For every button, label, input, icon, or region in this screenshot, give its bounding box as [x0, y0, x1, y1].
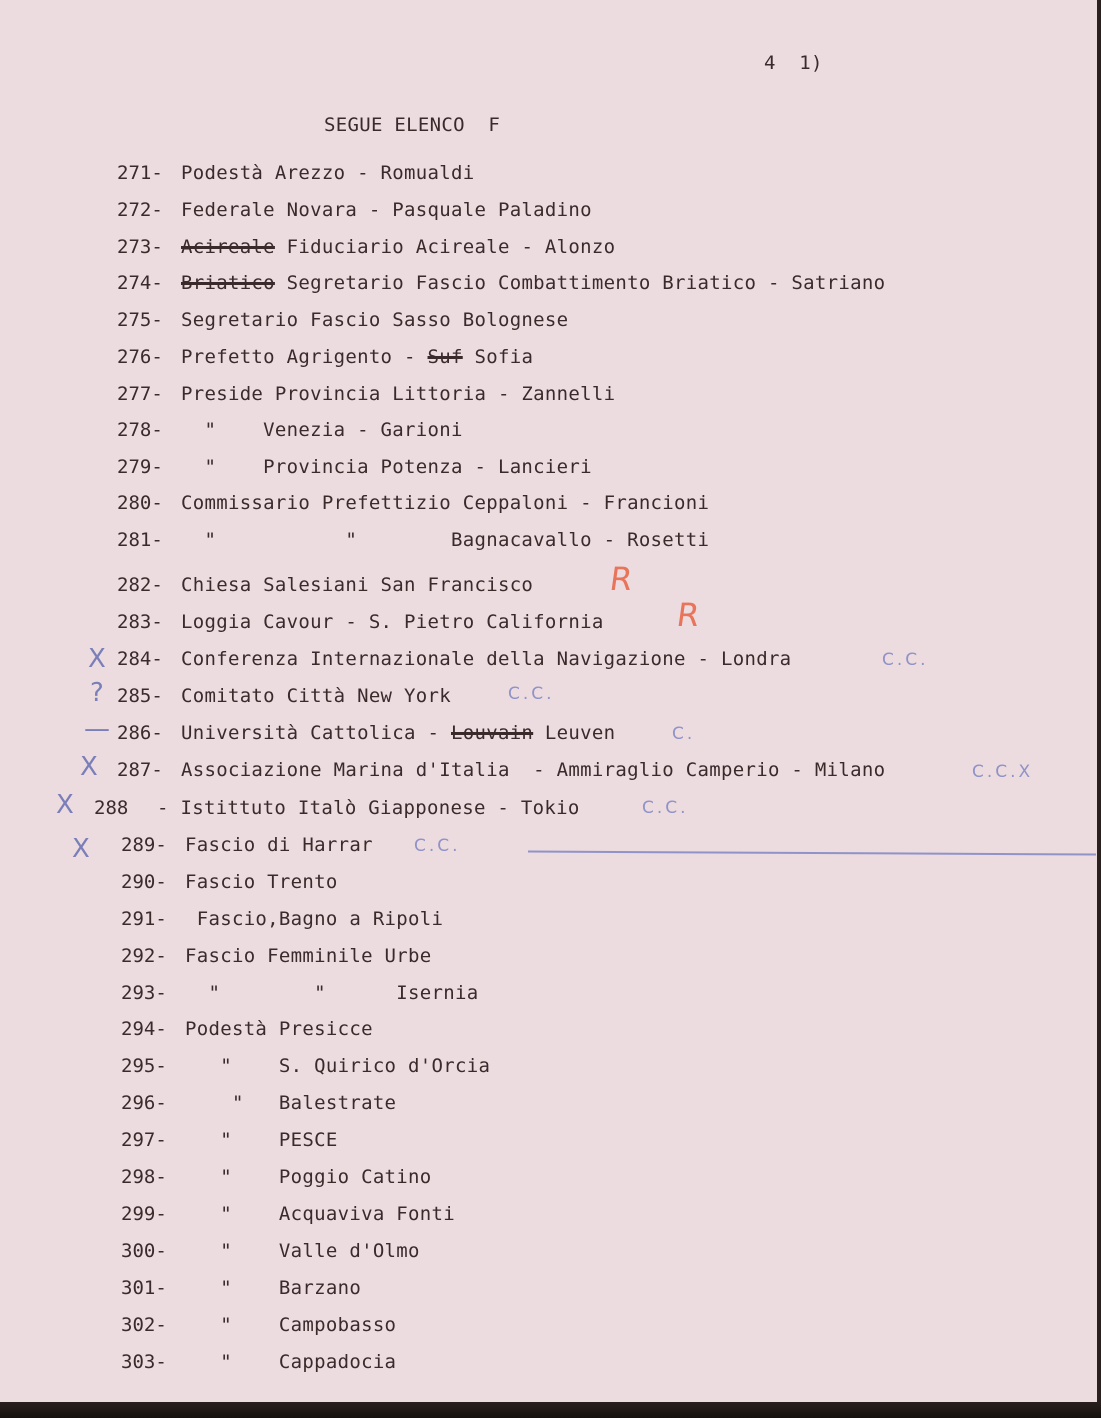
entry-text: [181, 759, 885, 781]
entry-label: Conferenza Internazionale della Navigazione - Londra: [181, 648, 792, 670]
entry-text: [181, 611, 604, 633]
entry-number: 288: [94, 797, 129, 819]
entry-text: [185, 945, 432, 967]
entry-label: Comitato Città New York: [181, 685, 451, 707]
entry-text: [181, 419, 463, 441]
entry-number: 296-: [121, 1092, 167, 1114]
entry-number: 295-: [121, 1055, 167, 1077]
entry-text: [181, 529, 709, 551]
entry-label: Fascio di Harrar: [185, 834, 373, 856]
red-r-mark-282: R: [607, 560, 635, 598]
struck-text: Suf: [427, 346, 463, 368]
entry-tail: Leuven: [533, 722, 616, 744]
struck-text: Briatico: [181, 272, 275, 294]
struck-text: Acireale: [181, 236, 275, 258]
entry-label: " Provincia Potenza - Lancieri: [181, 456, 592, 478]
entry-label: " Campobasso: [185, 1314, 397, 1336]
entry-number: 292-: [121, 945, 167, 967]
entry-number: 301-: [121, 1277, 167, 1299]
annotation-285: C.C.: [508, 684, 555, 704]
entry-text: [181, 685, 451, 707]
annotation-289: C.C.: [414, 836, 461, 856]
entry-number: 283-: [117, 611, 163, 633]
entry-label: Fiduciario Acireale - Alonzo: [274, 236, 616, 258]
entry-text: [185, 1277, 361, 1299]
entry-number: 276-: [117, 346, 163, 368]
entry-text: [185, 834, 373, 856]
entry-text: [185, 908, 443, 930]
entry-text: [185, 1203, 455, 1225]
entry-number: 272-: [117, 199, 163, 221]
entry-text: [185, 1055, 490, 1077]
x-mark-289: X: [72, 834, 90, 864]
entry-number: 274-: [117, 272, 163, 294]
entry-label: " " Isernia: [185, 982, 479, 1004]
entry-label: Segretario Fascio Sasso Bolognese: [181, 309, 569, 331]
entry-text: [181, 272, 885, 294]
entry-tail: Sofia: [462, 346, 534, 368]
entry-text: [181, 492, 709, 514]
entry-text: [185, 1240, 420, 1262]
entry-text: [181, 162, 474, 184]
entry-text: [185, 1166, 432, 1188]
entry-label: " Venezia - Garioni: [181, 419, 463, 441]
x-mark-284: X: [88, 644, 106, 674]
entry-text: [181, 456, 592, 478]
x-mark-288: X: [56, 790, 74, 820]
entry-number: 300-: [121, 1240, 167, 1262]
entry-label: " Poggio Catino: [185, 1166, 432, 1188]
annotation-284: C.C.: [882, 650, 929, 670]
entry-label: Università Cattolica -: [181, 722, 451, 744]
entry-label: Preside Provincia Littoria - Zannelli: [181, 383, 616, 405]
entry-number: 285-: [117, 685, 163, 707]
pencil-underline: [528, 851, 1096, 856]
entry-label: Prefetto Agrigento -: [181, 346, 428, 368]
entry-label: Commissario Prefettizio Ceppaloni - Francioni: [181, 492, 710, 514]
entry-number: 290-: [121, 871, 167, 893]
entry-number: 275-: [117, 309, 163, 331]
entry-number: 279-: [117, 456, 163, 478]
entry-text: [157, 797, 580, 819]
entry-text: [185, 1018, 373, 1040]
entry-label: Chiesa Salesiani San Francisco: [181, 574, 534, 596]
entry-number: 287-: [117, 759, 163, 781]
entry-label: Segretario Fascio Combattimento Briatico - Satriano: [274, 272, 886, 294]
entry-label: Fascio Trento: [185, 871, 338, 893]
entry-text: [185, 871, 338, 893]
entry-label: " Balestrate: [185, 1092, 397, 1114]
entry-label: " Cappadocia: [185, 1351, 397, 1373]
annotation-288: C.C.: [642, 798, 689, 818]
entry-label: Associazione Marina d'Italia - Ammiraglio Camperio - Milano: [181, 759, 886, 781]
entry-text: [185, 1314, 396, 1336]
entry-text: [185, 1129, 338, 1151]
entry-text: [181, 199, 592, 221]
entry-label: Federale Novara - Pasquale Paladino: [181, 199, 592, 221]
entry-label: " " Bagnacavallo - Rosetti: [181, 529, 710, 551]
entry-label: " PESCE: [185, 1129, 338, 1151]
entry-label: " Barzano: [185, 1277, 362, 1299]
entry-text: [185, 1092, 396, 1114]
entry-text: [181, 346, 533, 368]
entry-number: 289-: [121, 834, 167, 856]
entry-number: 302-: [121, 1314, 167, 1336]
page-heading: SEGUE ELENCO F: [324, 114, 501, 136]
page-bottom-edge: [0, 1402, 1101, 1418]
entry-number: 303-: [121, 1351, 167, 1373]
entry-label: - Istittuto Italò Giapponese - Tokio: [157, 797, 580, 819]
entry-number: 284-: [117, 648, 163, 670]
entry-label: " Acquaviva Fonti: [185, 1203, 455, 1225]
entry-number: 291-: [121, 908, 167, 930]
entry-text: [181, 722, 615, 744]
entry-text: [185, 1351, 396, 1373]
entry-number: 271-: [117, 162, 163, 184]
entry-number: 294-: [121, 1018, 167, 1040]
entry-label: Loggia Cavour - S. Pietro California: [181, 611, 604, 633]
entry-number: 281-: [117, 529, 163, 551]
question-mark-285: ?: [90, 678, 104, 708]
entry-number: 282-: [117, 574, 163, 596]
red-r-mark-283: R: [674, 596, 702, 634]
entry-label: " Valle d'Olmo: [185, 1240, 420, 1262]
entry-number: 298-: [121, 1166, 167, 1188]
entry-number: 297-: [121, 1129, 167, 1151]
entry-number: 299-: [121, 1203, 167, 1225]
x-mark-287: X: [80, 752, 98, 782]
entry-text: [185, 982, 478, 1004]
entry-text: [181, 648, 791, 670]
annotation-287: C.C.X: [972, 762, 1034, 782]
entry-number: 286-: [117, 722, 163, 744]
annotation-286: C.: [672, 724, 696, 744]
entry-number: 280-: [117, 492, 163, 514]
entry-text: [181, 383, 615, 405]
dash-mark-286: —: [84, 714, 110, 744]
entry-label: Fascio Femminile Urbe: [185, 945, 432, 967]
entry-number: 278-: [117, 419, 163, 441]
entry-label: Podestà Presicce: [185, 1018, 373, 1040]
entry-label: Fascio,Bagno a Ripoli: [185, 908, 444, 930]
entry-text: [181, 236, 615, 258]
page-number: 4 1): [764, 52, 823, 74]
entry-number: 293-: [121, 982, 167, 1004]
entry-number: 277-: [117, 383, 163, 405]
entry-number: 273-: [117, 236, 163, 258]
entry-text: [181, 574, 533, 596]
entry-text: [181, 309, 568, 331]
entry-label: " S. Quirico d'Orcia: [185, 1055, 491, 1077]
struck-text: Louvain: [451, 722, 534, 744]
entry-label: Podestà Arezzo - Romualdi: [181, 162, 475, 184]
